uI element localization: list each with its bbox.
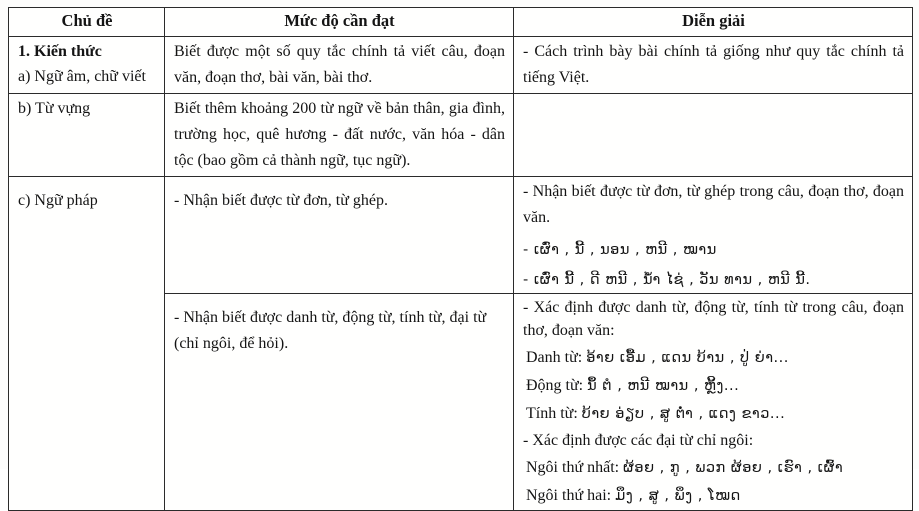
pronoun-intro: - Xác định được các đại từ chỉ ngôi: <box>523 432 754 449</box>
noun-examples-line <box>523 346 904 370</box>
topic-title: 1. Kiến thức <box>18 43 102 60</box>
verb-examples-line <box>523 374 904 398</box>
first-person-label: Ngôi thứ nhất: <box>526 459 620 476</box>
cell-topic-grammar <box>9 177 165 511</box>
cell-requirement-parts-of-speech <box>165 294 514 511</box>
header-explanation: Diễn giải <box>514 8 913 37</box>
explanation-intro: - Nhận biết được từ đơn, từ ghép trong câu, đoạn thơ, đoạn văn. <box>523 183 904 226</box>
noun-label: Danh từ: <box>526 349 583 366</box>
second-person-line <box>523 484 904 508</box>
compound-word-examples <box>523 269 904 291</box>
requirement-text: Biết được một số quy tắc chính tả viết câu, đoạn văn, đoạn thơ, bài văn, bài thơ. <box>174 43 505 86</box>
second-person-label: Ngôi thứ hai: <box>526 487 612 504</box>
lao-second-person-examples: ມຶງ , ສູ , ພຶງ , ໂໝດ <box>615 488 741 504</box>
lao-verb-examples: ນຶ້ ຕໍ , ຫນີ ໝານ , ຫຼິ້ງ... <box>587 378 740 394</box>
row-knowledge <box>9 37 913 94</box>
cell-explanation-parts-of-speech <box>514 294 913 511</box>
adjective-examples-line <box>523 402 904 426</box>
lao-adjective-examples: ບ້າຍ ອ່ຽບ , ສູ ຕ່ຳ , ແດງ ຂາວ... <box>581 406 786 422</box>
curriculum-table <box>8 7 913 511</box>
header-row <box>9 8 913 37</box>
cell-requirement-vocabulary <box>165 94 514 177</box>
cell-explanation-vocabulary-empty <box>514 94 913 177</box>
adjective-label: Tính từ: <box>526 405 578 422</box>
lao-first-person-examples: ຜ້ອຍ , ກູ , ພວກ ຜ້ອຍ , ເຮົາ , ເຜົ້າ <box>623 460 844 476</box>
explanation-intro: - Xác định được danh từ, động từ, tính từ trong câu, đoạn thơ, đoạn văn: <box>523 299 904 339</box>
cell-topic-knowledge <box>9 37 165 94</box>
cell-requirement-word-types <box>165 177 514 294</box>
lao-example-text: - ເຜົ່າ ນີ້ , ດີ ຫນີ , ນ້ຳ ໄຊ່ , ວັນ ທານ , ຫນີ ນີ້. <box>523 272 811 288</box>
topic-subitem-a: a) Ngữ âm, chữ viết <box>18 68 146 85</box>
row-vocabulary <box>9 94 913 177</box>
requirement-text: Biết thêm khoảng 200 từ ngữ về bản thân, gia đình, trường học, quê hương - đất nước, văn hóa - dân tộc (bao gồm cả thành ngữ, tục ngữ). <box>174 100 505 169</box>
first-person-line <box>523 456 904 480</box>
requirement-text: - Nhận biết được từ đơn, từ ghép. <box>174 192 389 209</box>
explanation-text: - Cách trình bày bài chính tả giống như quy tắc chính tả tiếng Việt. <box>523 43 904 86</box>
header-topic: Chủ đề <box>9 8 165 37</box>
header-requirement: Mức độ cần đạt <box>165 8 514 37</box>
topic-subitem-b: b) Từ vựng <box>18 100 91 117</box>
lao-example-text: - ເຜົ່າ , ນີ້ , ນອນ , ຫນີ , ໝານ <box>523 242 717 258</box>
row-grammar-word-types <box>9 177 913 294</box>
cell-requirement-knowledge <box>165 37 514 94</box>
cell-explanation-knowledge <box>514 37 913 94</box>
single-word-examples <box>523 239 904 261</box>
requirement-text: - Nhận biết được danh từ, động từ, tính từ, đại từ (chỉ ngôi, để hỏi). <box>174 309 487 352</box>
cell-topic-vocabulary <box>9 94 165 177</box>
lao-noun-examples: ອ້າຍ ເອື້ມ , ແດນ ບ້ານ , ປູ່ ຍ່າ... <box>586 350 789 366</box>
topic-subitem-c: c) Ngữ pháp <box>18 192 98 209</box>
cell-explanation-word-types <box>514 177 913 294</box>
verb-label: Động từ: <box>526 377 584 394</box>
